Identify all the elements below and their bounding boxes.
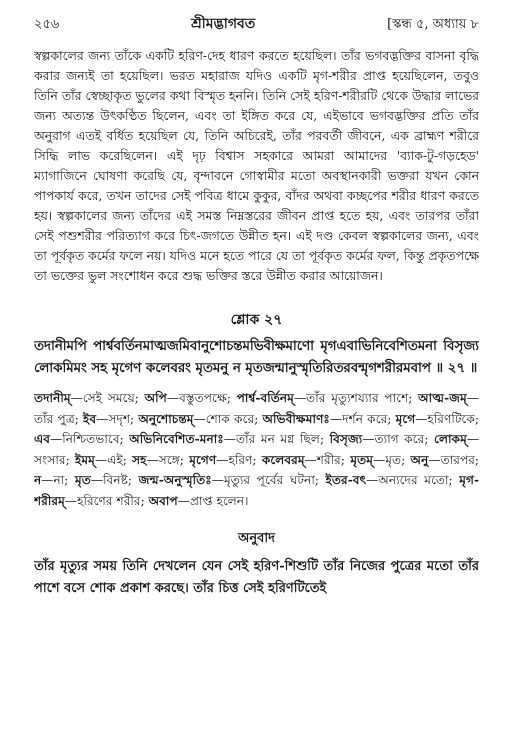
- synonym-meaning: —তাঁর মৃত্যুশয্যার পাশে;: [293, 391, 413, 405]
- synonym-meaning: —হরিণের শরীর;: [64, 493, 145, 508]
- book-page: [34, 12, 479, 717]
- synonym-word: অভিবীক্ষমাণঃ: [262, 411, 330, 426]
- synonym-meaning: —মৃত্যুর পূর্বের ঘটনা;: [211, 473, 319, 487]
- synonym-word: মৃত: [74, 473, 91, 487]
- synonym-meaning: —সঙ্গে;: [146, 452, 184, 467]
- synonym-meaning: —এই;: [94, 452, 127, 467]
- sanskrit-verse: তদানীমপি পার্শ্ববর্তিনমাত্মজমিবানুশোচন্তমভিবীক্ষমাণো মৃগএবাভিনিবেশিতমনা বিসৃজ্য লোকমিমং সহ মৃগেণ কলেবরং মৃতমনু ন মৃতজন্মানুস্মৃতিরিতরবন্মৃগশরীরমবাপ ॥ ২৭ ॥: [34, 339, 479, 376]
- synonym-word: কলেবরম্: [261, 452, 305, 467]
- page-number: ২৫৬: [34, 17, 60, 32]
- synonym-word: ন: [34, 473, 42, 487]
- translation-text: তাঁর মৃত্যুর সময় তিনি দেখলেন যেন সেই হরিণ-শিশুটি তাঁর নিজের পুত্রের মতো তাঁর পাশে বসে শোক প্রকাশ করছে। তাঁর চিত্ত সেই হরিণটিতেই: [34, 559, 479, 596]
- synonym-word: ইমম্: [75, 452, 95, 467]
- synonym-meaning: —তাঁর মন মগ্ন ছিল;: [223, 432, 325, 446]
- synonym-meaning: —সদৃশ;: [96, 411, 135, 426]
- section-reference: [স্কন্ধ ৫, অধ্যায় ৮: [387, 17, 479, 32]
- book-title: শ্রীমদ্ভাগবত: [191, 16, 256, 32]
- verse-heading: শ্লোক ২৭: [230, 312, 283, 328]
- synonym-word: বিসৃজ্য: [329, 432, 363, 446]
- purport-paragraph: স্বল্পকালের জন্য তাঁকে একটি হরিণ-দেহ ধারণ করতে হয়েছিল। তাঁর ভগবদ্ভক্তির বাসনা বৃদ্ধি করার জন্যই তা হয়েছিল। ভরত মহারাজ যদিও একটি মৃগ-শরীর প্রাপ্ত হয়েছিলেন, তবুও তিনি তাঁর স্বেচ্ছাকৃত ভুলের কথা বিস্মৃত হননি। তিনি সেই হরিণ-শরীরটি থেকে উদ্ধার লাভের জন্য অত্যন্ত উৎকণ্ঠিত ছিলেন, এবং তা ইঙ্গিত করে যে, এইভাবে ভগবদ্ভক্তির প্রতি তাঁর অনুরাগ এতই বর্ধিত হয়েছিল যে, তিনি অচিরেই, তাঁর পরবর্তী জীবনে, এক ব্রাহ্মণ শরীরে সিদ্ধি লাভ করেছিলেন। এই দৃঢ় বিশ্বাস সহকারে আমরা আমাদের 'ব্যাক-টু-গড়হেড' ম্যাগাজিনে ঘোষণা করেছি যে, বৃন্দাবনে গোস্বামীর মতো অবস্থানকারী ভক্তরা যখন কোন পাপকার্য করে, তখন তাদের সেই পবিত্র ধামে কুকুর, বাঁদর অথবা কচ্ছপের শরীর ধারণ করতে হয়। স্বল্পকালের জন্য তাঁদের এই সমস্ত নিম্নস্তরের জীবন প্রাপ্ত হতে হয়, এবং তারপর তাঁরা সেই পশুশরীর পরিত্যাগ করে চিৎ-জগতে উন্নীত হন। এই দণ্ড কেবল স্বল্পকালের জন্য, এবং তা পূর্বকৃত কর্মের ফলে নয়। যদিও মনে হতে পারে যে তা পূর্বকৃত কর্মের ফল, কিন্তু প্রকৃতপক্ষে তা ভক্তের ভুল সংশোধন করে শুদ্ধ ভক্তির স্তরে উন্নীত করার আয়োজন।: [34, 48, 479, 283]
- synonym-meaning: —হরিণ;: [216, 452, 257, 467]
- synonym-word: মৃগে: [395, 411, 416, 426]
- synonym-word: আত্ম-জম্: [418, 391, 467, 405]
- synonym-word: অনু: [410, 452, 429, 467]
- synonym-meaning: —না;: [41, 473, 69, 487]
- synonym-word: অনুশোচন্তম্: [138, 411, 194, 426]
- synonym-word: ইব: [83, 411, 97, 426]
- synonym-word: মৃগ-শরীরম্: [34, 473, 479, 508]
- synonym-meaning: —শোক করে;: [193, 411, 259, 426]
- synonym-meaning: —বিনষ্ট;: [90, 473, 133, 487]
- synonym-meaning: —নিশ্চিতভাবে;: [50, 432, 124, 446]
- synonym-word: সহ: [132, 452, 147, 467]
- synonym-word: পার্শ্ব-বর্তিনম্: [236, 391, 294, 405]
- synonym-meaning: —অন্যদের মতো;: [366, 473, 453, 487]
- synonym-word: ইতর-বৎ: [325, 473, 367, 487]
- synonym-meaning: —শরীর;: [304, 452, 345, 467]
- translation-heading: অনুবাদ: [238, 531, 275, 546]
- synonym-meaning: —সেই সময়ে;: [70, 391, 139, 405]
- synonym-word: মৃতম্: [350, 452, 373, 467]
- synonym-word: লোকম্: [434, 432, 467, 446]
- synonym-word: অভিনিবেশিত-মনাঃ: [129, 432, 224, 446]
- synonym-meaning: —মৃত;: [373, 452, 406, 467]
- synonym-word: জন্ম-অনুস্মৃতিঃ: [138, 473, 212, 487]
- synonym-meaning: —সংসার;: [34, 432, 479, 467]
- synonym-meaning: —তারপর;: [428, 452, 479, 467]
- synonym-word: তদানীম্: [34, 391, 71, 405]
- page-header: [34, 12, 479, 38]
- synonym-meaning: —বস্তুতপক্ষে;: [166, 391, 231, 405]
- synonym-meaning: —ত্যাগ করে;: [362, 432, 429, 446]
- word-for-word-synonyms: [34, 388, 479, 511]
- synonym-meaning: —প্রাপ্ত হলেন।: [177, 493, 249, 508]
- synonym-meaning: —তাঁর পুত্র;: [34, 391, 479, 426]
- synonym-meaning: —হরিণটিকে;: [415, 411, 479, 426]
- synonym-word: মৃগেণ: [189, 452, 217, 467]
- synonym-word: অপি: [144, 391, 167, 405]
- synonym-meaning: —দর্শন করে;: [329, 411, 392, 426]
- synonym-word: অবাপ: [148, 493, 178, 508]
- synonym-word: এব: [34, 432, 51, 446]
